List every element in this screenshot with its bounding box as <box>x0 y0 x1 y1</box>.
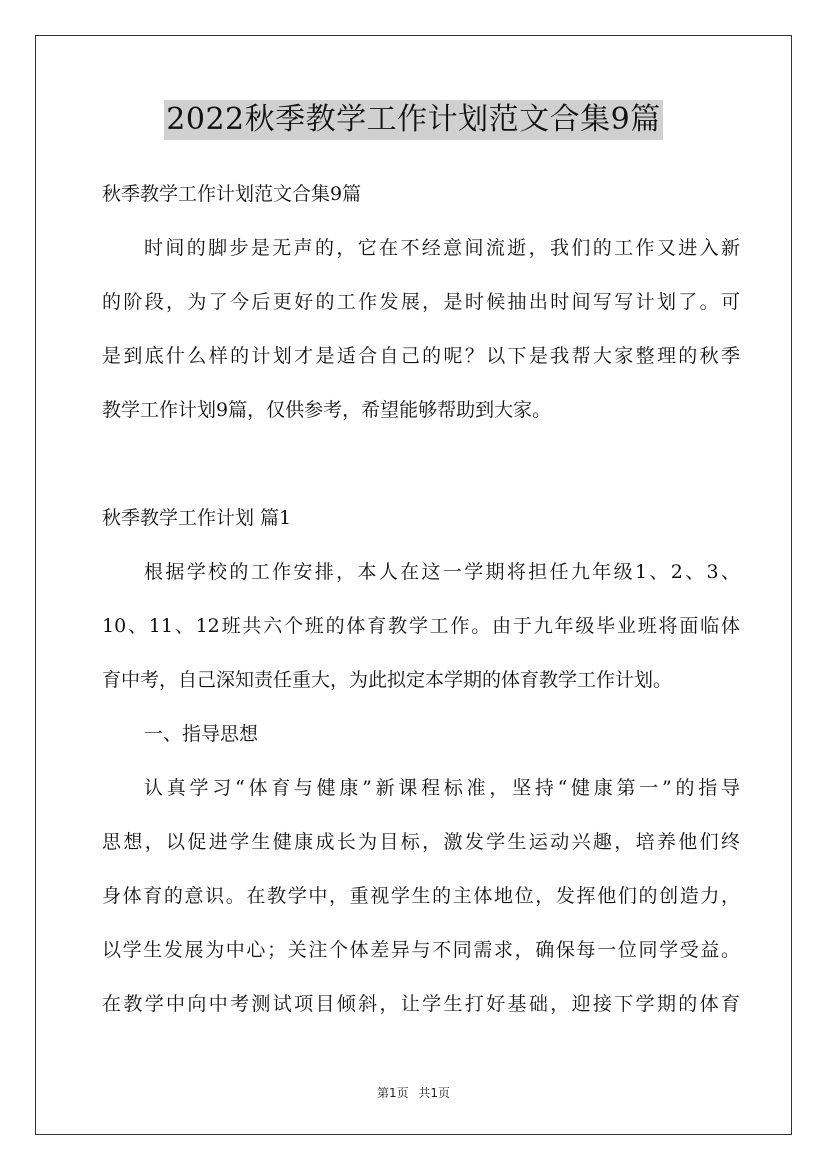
page-total: 共1页 <box>418 1086 451 1100</box>
paragraph-line: 认真学习“体育与健康”新课程标准，坚持“健康第一”的指导 <box>144 777 740 799</box>
section-heading: 秋季教学工作计划 篇1 <box>102 507 292 529</box>
paragraph-line: 思想，以促进学生健康成长为目标，激发学生运动兴趣，培养他们终 <box>102 831 740 853</box>
paragraph-line: 根据学校的工作安排，本人在这一学期将担任九年级1、2、3、 <box>144 561 740 583</box>
page-footer <box>0 1084 827 1101</box>
page-number: 第1页 <box>376 1086 409 1100</box>
paragraph-line: 在教学中向中考测试项目倾斜，让学生打好基础，迎接下学期的体育 <box>102 993 740 1015</box>
title-container <box>0 100 827 140</box>
intro-line: 时间的脚步是无声的，它在不经意间流逝，我们的工作又进入新 <box>144 237 740 259</box>
document-title: 2022秋季教学工作计划范文合集9篇 <box>164 100 662 140</box>
document-body <box>102 172 740 1036</box>
subheading: 一、指导思想 <box>144 723 259 745</box>
paragraph-line: 身体育的意识。在教学中，重视学生的主体地位，发挥他们的创造力， <box>102 885 740 907</box>
intro-line: 是到底什么样的计划才是适合自己的呢？以下是我帮大家整理的秋季 <box>102 345 740 367</box>
intro-line: 教学工作计划9篇，仅供参考，希望能够帮助到大家。 <box>102 399 552 421</box>
paragraph-line: 10、11、12班共六个班的体育教学工作。由于九年级毕业班将面临体 <box>102 615 740 637</box>
paragraph-line: 育中考，自己深知责任重大，为此拟定本学期的体育教学工作计划。 <box>102 669 673 691</box>
intro-line: 的阶段，为了今后更好的工作发展，是时候抽出时间写写计划了。可 <box>102 291 740 313</box>
paragraph-gap <box>102 442 740 496</box>
subtitle: 秋季教学工作计划范文合集9篇 <box>102 183 362 205</box>
paragraph-line: 以学生发展为中心；关注个体差异与不同需求，确保每一位同学受益。 <box>102 939 740 961</box>
